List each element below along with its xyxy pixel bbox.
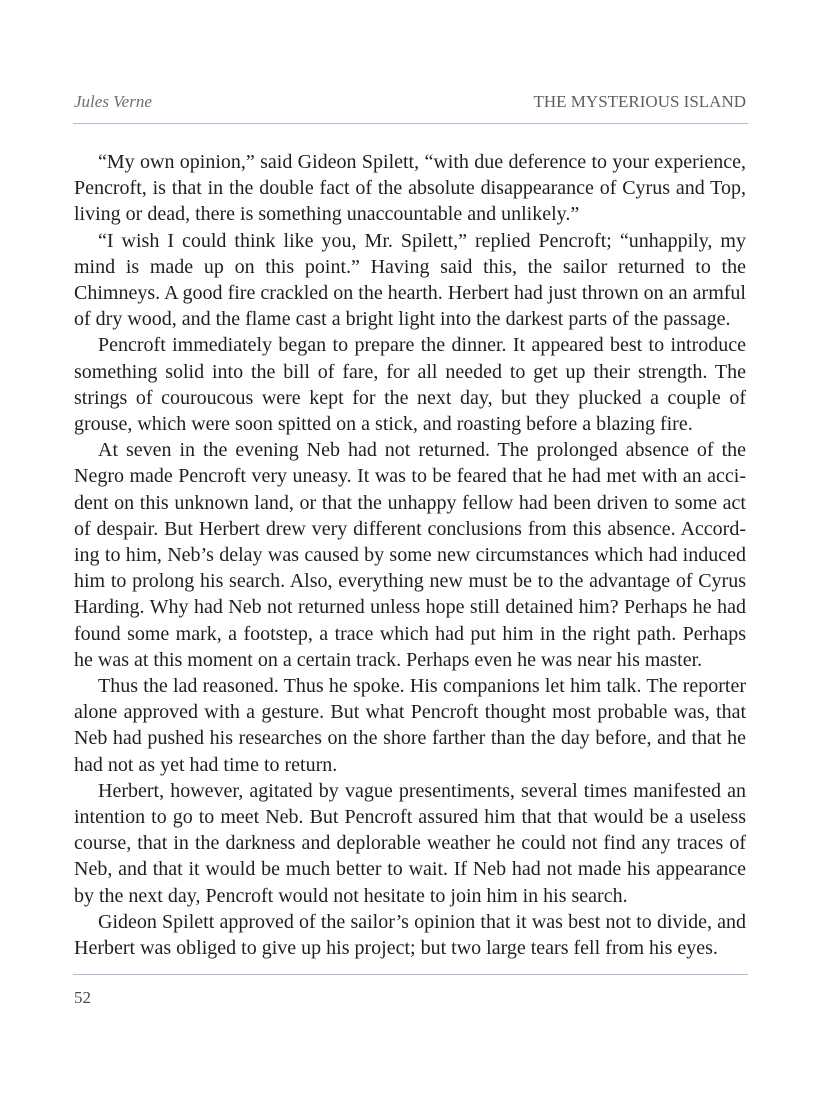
paragraph: Gideon Spilett approved of the sailor’s opinion that it was best not to divide, and Herbert was obliged to give up his project; but two large tears fell from his eyes. bbox=[74, 910, 746, 960]
footer-rule bbox=[73, 974, 748, 975]
paragraph: Herbert, however, agitated by vague presentiments, several times manifested an intention to go to meet Neb. But Pencroft assured him that that would be a useless course, that in the darkness and deplorable weather he could not find any traces of Neb, and that it would be much better to wait. If Neb had not made his appearance by the next day, Pencroft would not hesitate to join him in his search. bbox=[74, 779, 746, 907]
paragraph: Pencroft immediately began to prepare the dinner. It appeared best to introduce something solid into the bill of fare, for all needed to get up their strength. The strings of couroucous were kept for the next day, but they plucked a couple of grouse, which were soon spitted on a stick, and roasting before a blazing fire. bbox=[74, 334, 746, 436]
header-rule bbox=[73, 123, 748, 124]
header-author: Jules Verne bbox=[74, 92, 152, 111]
paragraph: At seven in the evening Neb had not returned. The prolonged absence of the Negro made Pencroft very uneasy. It was to be feared that he had met with an accident on this unknown land, or that the unhappy fellow had been driven to some act of despair. But Herbert drew very different conclusions from this absence. According to him, Neb’s delay was caused by some new circumstances which had induced him to prolong his search. Also, everything new must be to the advantage of Cyrus Harding. Why had Neb not returned unless hope still detained him? Perhaps he had found some mark, a footstep, a trace which had put him in the right path. Perhaps he was at this moment on a certain track. Perhaps even he was near his master. bbox=[74, 439, 746, 671]
paragraph: “I wish I could think like you, Mr. Spilett,” replied Pencroft; “unhappily, my mind is made up on this point.” Having said this, the sailor returned to the Chimneys. A good fire crackled on the hearth. Herbert had just thrown on an armful of dry wood, and the flame cast a bright light into the darkest parts of the passage. bbox=[74, 229, 746, 331]
paragraph: Thus the lad reasoned. Thus he spoke. His companions let him talk. The reporter alone approved with a gesture. But what Pencroft thought most probable was, that Neb had pushed his researches on the shore farther than the day before, and that he had not as yet had time to return. bbox=[74, 675, 746, 776]
running-header bbox=[74, 92, 746, 116]
paragraph: “My own opinion,” said Gideon Spilett, “with due deference to your experience, Pencroft, is that in the double fact of the absolute disappearance of Cyrus and Top, living or dead, there is something unaccountable and unlikely.” bbox=[74, 151, 746, 226]
body-text bbox=[74, 149, 746, 961]
page-number: 52 bbox=[74, 988, 91, 1007]
header-book-title: THE MYSTERIOUS ISLAND bbox=[533, 92, 746, 111]
